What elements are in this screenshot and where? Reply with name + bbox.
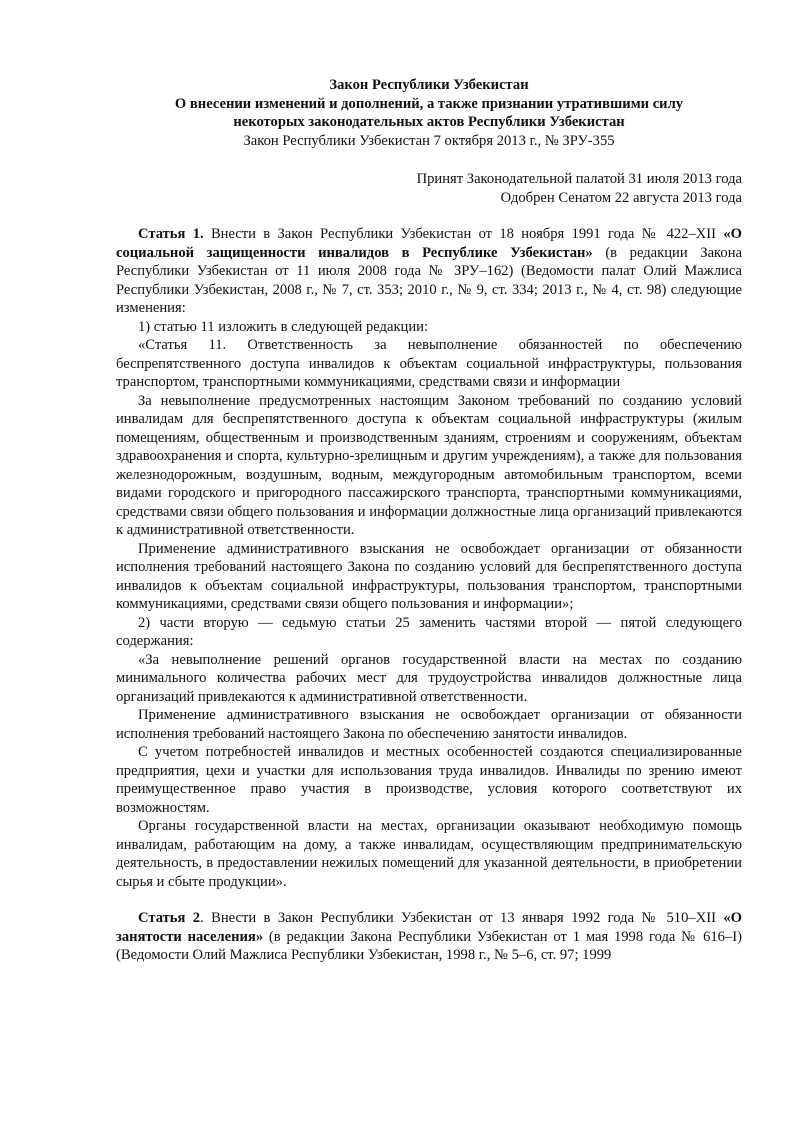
article-2-intro-b: (в редакции Закона Республики Узбекистан от 1 мая 1998 года № 616–I) (Ведомости Олий Мажлиса Республики Узбекистан, 1998 г., № 5–6, ст. 97; 1999 <box>116 928 742 963</box>
article-1-intro <box>116 225 742 318</box>
adoption-line-2: Одобрен Сенатом 22 августа 2013 года <box>500 189 742 206</box>
article-1-paragraph-8: С учетом потребностей инвалидов и местных особенностей создаются специализированные предприятия, цехи и участки для использования труда инвалидов. Инвалиды по зрению имеют преимущественное право участия в производстве, условия которого соответствуют их возможностям. <box>116 744 742 816</box>
article-1-label: Статья 1. <box>138 226 204 242</box>
article-1-paragraph-1: 1) статью 11 изложить в следующей редакции: <box>138 318 429 335</box>
adoption-line-1: Принят Законодательной палатой 31 июля 2013 года <box>416 171 742 187</box>
law-title: Закон Республики Узбекистан <box>329 77 529 93</box>
article-2-intro <box>116 909 742 965</box>
spacer <box>116 150 742 170</box>
law-subtitle-line-2: некоторых законодательных актов Республики Узбекистан <box>233 114 625 130</box>
document-body <box>116 76 742 965</box>
article-2-intro-a: . Внести в Закон Республики Узбекистан от 13 января 1992 года № 510–XII <box>200 910 724 926</box>
spacer <box>116 891 742 909</box>
article-1-law-name: «О социальной защищенности инвалидов в Республике Узбекистан» <box>116 226 742 261</box>
article-2-law-name: «О занятости населения» <box>116 910 742 945</box>
article-1-paragraph-6: «За невыполнение решений органов государственной власти на местах по созданию минимального количества рабочих мест для трудоустройства инвалидов должностные лица организаций привлекаются к административной ответственности. <box>116 651 742 705</box>
law-date-line: Закон Республики Узбекистан 7 октября 2013 г., № ЗРУ-355 <box>243 132 615 149</box>
article-1-paragraph-7: Применение административного взыскания не освобождает организации от обязанности исполнения требований настоящего Закона по обеспечению занятости инвалидов. <box>116 707 742 742</box>
article-1-paragraph-4: Применение административного взыскания не освобождает организации от обязанности исполнения требований настоящего Закона по созданию условий для беспрепятственного доступа инвалидов к объектам социальной инфраструктуры, пользования транспортом, транспортными коммуникациями, средствами связи общего пользования и информации»; <box>116 540 742 612</box>
article-2-label: Статья 2 <box>138 910 201 926</box>
article-1-intro-b: (в редакции Закона Республики Узбекистан от 11 июля 2008 года № ЗРУ–162) (Ведомости палат Олий Мажлиса Республики Узбекистан, 2008 г., № 7, ст. 353; 2010 г., № 9, ст. 334; 2013 г., № 4, ст. 98) следующие изменения: <box>116 244 742 316</box>
article-1-paragraph-2: «Статья 11. Ответственность за невыполнение обязанностей по обеспечению беспрепятственного доступа инвалидов к объектам социальной инфраструктуры, пользования транспортом, транспортными коммуникациями, средствами связи и информации <box>116 337 742 390</box>
article-1-paragraph-5: 2) части вторую — седьмую статьи 25 заменить частями второй — пятой следующего содержания: <box>116 614 742 649</box>
article-1-intro-a: Внести в Закон Республики Узбекистан от 18 ноября 1991 года № 422–XII <box>203 226 724 242</box>
article-1-paragraph-9: Органы государственной власти на местах, организации оказывают необходимую помощь инвалидам, работающим на дому, а также инвалидам, осуществляющим предпринимательскую деятельность, в предоставлении нежилых помещений для указанной деятельности, в приобретении сырья и сбыте продукции». <box>116 818 742 890</box>
spacer <box>116 207 742 225</box>
law-subtitle-line-1: О внесении изменений и дополнений, а также признании утратившими силу <box>174 95 684 112</box>
article-1-paragraph-3: За невыполнение предусмотренных настоящим Законом требований по созданию условий инвалидам для беспрепятственного доступа к объектам социальной инфраструктуры (жилым помещениям, общественным и производственным зданиям, строениям и сооружениям, объектам здравоохранения и спорта, культурно-зрелищным и другим учреждениям), а также для пользования железнодорожным, воздушным, водным, междугородным автомобильным транспортом, всеми видами городского и пригородного пассажирского транспорта, транспортными коммуникациями, средствами связи общего пользования и информации должностные лица организаций привлекаются к административной ответственности. <box>116 392 742 538</box>
